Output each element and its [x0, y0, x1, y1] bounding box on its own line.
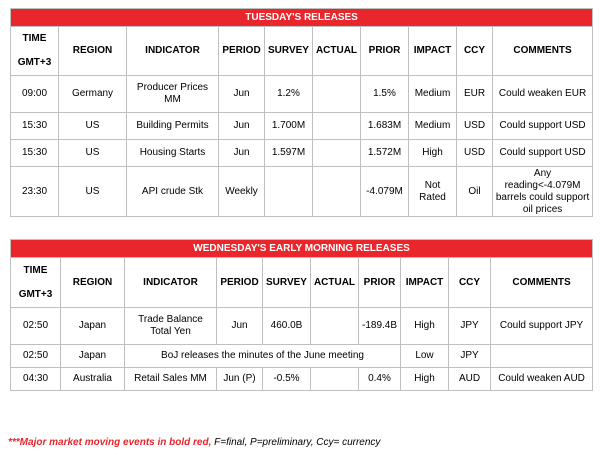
- cell-time: 15:30: [11, 140, 59, 167]
- footer-note: [8, 437, 380, 448]
- cell-actual: [313, 167, 361, 217]
- cell-time: 23:30: [11, 167, 59, 217]
- cell-impact: High: [409, 140, 457, 167]
- tuesday-header-row: [11, 27, 593, 76]
- cell-comments: Any reading<-4.079M barrels could support oil prices: [493, 167, 593, 217]
- header-time: TIME GMT+3: [11, 27, 59, 76]
- cell-period: Weekly: [219, 167, 265, 217]
- cell-comments: Could support USD: [493, 140, 593, 167]
- table-row: [11, 167, 593, 217]
- cell-comments: Could support USD: [493, 113, 593, 140]
- cell-period: Jun (P): [217, 368, 263, 391]
- footer-legend: F=final, P=preliminary, Ccy= currency: [211, 437, 381, 448]
- cell-actual: [313, 140, 361, 167]
- wednesday-releases-table: [10, 239, 593, 391]
- cell-prior: 1.683M: [361, 113, 409, 140]
- cell-survey: 1.597M: [265, 140, 313, 167]
- cell-survey: 460.0B: [263, 308, 311, 345]
- table-row: [11, 76, 593, 113]
- header-region: REGION: [59, 27, 127, 76]
- cell-prior: 1.5%: [361, 76, 409, 113]
- cell-comments: Could weaken AUD: [491, 368, 593, 391]
- cell-indicator: Trade Balance Total Yen: [125, 308, 217, 345]
- cell-time: 02:50: [11, 308, 61, 345]
- cell-time: 02:50: [11, 345, 61, 368]
- cell-region: Japan: [61, 345, 125, 368]
- table-row: [11, 308, 593, 345]
- cell-actual: [313, 113, 361, 140]
- cell-region: US: [59, 113, 127, 140]
- cell-comments: Could weaken EUR: [493, 76, 593, 113]
- table-row: [11, 368, 593, 391]
- cell-period: Jun: [219, 76, 265, 113]
- header-indicator: INDICATOR: [125, 258, 217, 308]
- cell-merged-description: BoJ releases the minutes of the June meeting: [125, 345, 401, 368]
- cell-period: Jun: [219, 113, 265, 140]
- table-row: [11, 113, 593, 140]
- cell-comments: [491, 345, 593, 368]
- wednesday-banner: [11, 240, 593, 258]
- cell-impact: Medium: [409, 76, 457, 113]
- cell-comments: Could support JPY: [491, 308, 593, 345]
- cell-survey: 1.700M: [265, 113, 313, 140]
- header-survey: SURVEY: [263, 258, 311, 308]
- header-ccy: CCY: [449, 258, 491, 308]
- cell-ccy: AUD: [449, 368, 491, 391]
- cell-prior: 0.4%: [359, 368, 401, 391]
- tuesday-title: TUESDAY'S RELEASES: [11, 9, 593, 27]
- wednesday-title: WEDNESDAY'S EARLY MORNING RELEASES: [11, 240, 593, 258]
- cell-impact: High: [401, 368, 449, 391]
- cell-region: US: [59, 167, 127, 217]
- header-time: TIME GMT+3: [11, 258, 61, 308]
- table-row: [11, 140, 593, 167]
- header-comments: COMMENTS: [491, 258, 593, 308]
- cell-indicator: Housing Starts: [127, 140, 219, 167]
- cell-ccy: JPY: [449, 308, 491, 345]
- footer-major-events: ***Major market moving events in bold red,: [8, 437, 212, 448]
- cell-prior: 1.572M: [361, 140, 409, 167]
- header-prior: PRIOR: [361, 27, 409, 76]
- cell-survey: [265, 167, 313, 217]
- cell-ccy: USD: [457, 113, 493, 140]
- wednesday-header-row: [11, 258, 593, 308]
- header-impact: IMPACT: [401, 258, 449, 308]
- cell-survey: -0.5%: [263, 368, 311, 391]
- header-comments: COMMENTS: [493, 27, 593, 76]
- cell-impact: High: [401, 308, 449, 345]
- cell-ccy: JPY: [449, 345, 491, 368]
- table-row: [11, 345, 593, 368]
- cell-impact: Low: [401, 345, 449, 368]
- header-ccy: CCY: [457, 27, 493, 76]
- cell-ccy: USD: [457, 140, 493, 167]
- tuesday-releases-table: [10, 8, 593, 217]
- cell-survey: 1.2%: [265, 76, 313, 113]
- cell-time: 09:00: [11, 76, 59, 113]
- header-region: REGION: [61, 258, 125, 308]
- cell-indicator: Retail Sales MM: [125, 368, 217, 391]
- cell-region: Germany: [59, 76, 127, 113]
- cell-time: 15:30: [11, 113, 59, 140]
- header-actual: ACTUAL: [311, 258, 359, 308]
- header-impact: IMPACT: [409, 27, 457, 76]
- cell-time: 04:30: [11, 368, 61, 391]
- header-survey: SURVEY: [265, 27, 313, 76]
- cell-ccy: Oil: [457, 167, 493, 217]
- cell-period: Jun: [217, 308, 263, 345]
- header-actual: ACTUAL: [313, 27, 361, 76]
- tuesday-banner: [11, 9, 593, 27]
- cell-indicator: API crude Stk: [127, 167, 219, 217]
- cell-prior: -189.4B: [359, 308, 401, 345]
- header-prior: PRIOR: [359, 258, 401, 308]
- cell-actual: [313, 76, 361, 113]
- cell-impact: Medium: [409, 113, 457, 140]
- header-period: PERIOD: [217, 258, 263, 308]
- cell-impact: Not Rated: [409, 167, 457, 217]
- cell-region: US: [59, 140, 127, 167]
- cell-region: Japan: [61, 308, 125, 345]
- cell-indicator: Building Permits: [127, 113, 219, 140]
- cell-actual: [311, 368, 359, 391]
- header-period: PERIOD: [219, 27, 265, 76]
- cell-prior: -4.079M: [361, 167, 409, 217]
- cell-region: Australia: [61, 368, 125, 391]
- header-indicator: INDICATOR: [127, 27, 219, 76]
- cell-period: Jun: [219, 140, 265, 167]
- cell-indicator: Producer Prices MM: [127, 76, 219, 113]
- cell-ccy: EUR: [457, 76, 493, 113]
- cell-actual: [311, 308, 359, 345]
